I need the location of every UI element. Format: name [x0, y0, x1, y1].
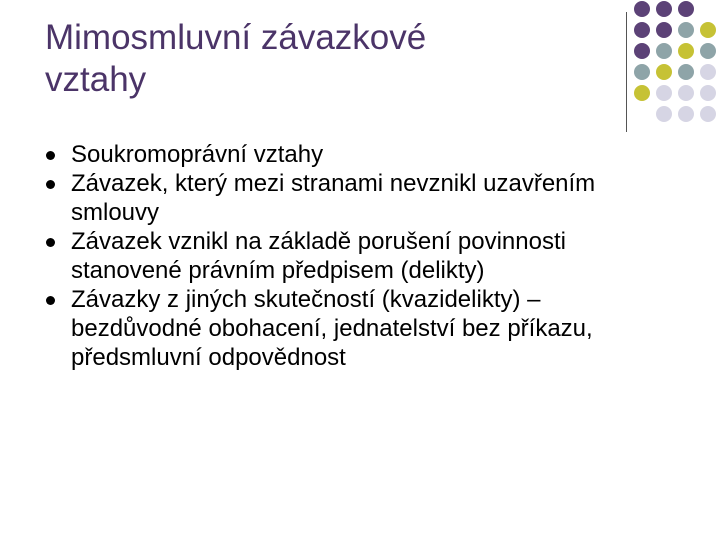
- decorative-dot: [678, 85, 694, 101]
- decorative-dot-grid: [0, 0, 720, 140]
- decorative-dot: [656, 85, 672, 101]
- bullet-text: Závazek, který mezi stranami nevznikl uzavřením smlouvy: [71, 170, 596, 226]
- decorative-dot: [700, 106, 716, 122]
- decorative-dot: [634, 1, 650, 17]
- bullet-item: [45, 227, 665, 285]
- decorative-dot: [678, 43, 694, 59]
- bullet-text: Soukromoprávní vztahy: [71, 141, 324, 168]
- decorative-dot: [656, 43, 672, 59]
- bullet-dot-icon: [46, 238, 55, 247]
- decorative-dot: [678, 106, 694, 122]
- slide-title: Mimosmluvní závazkové vztahy: [45, 18, 427, 99]
- bullet-item: [45, 169, 665, 227]
- bullet-text: Závazek vznikl na základě porušení povinnosti stanovené právním předpisem (delikty): [71, 228, 566, 284]
- decorative-dot: [678, 22, 694, 38]
- decorative-dot: [634, 22, 650, 38]
- decorative-dot: [678, 1, 694, 17]
- bullet-dot-icon: [46, 296, 55, 305]
- decorative-dot: [700, 22, 716, 38]
- bullet-dot-icon: [46, 180, 55, 189]
- decorative-dot: [656, 22, 672, 38]
- decorative-dot: [656, 1, 672, 17]
- decorative-dot: [634, 43, 650, 59]
- decorative-dot: [700, 64, 716, 80]
- bullet-item: [45, 140, 665, 169]
- decorative-dot: [656, 106, 672, 122]
- bullet-list: [45, 140, 665, 372]
- bullet-dot-icon: [46, 151, 55, 160]
- decorative-dot: [678, 64, 694, 80]
- decorative-dot: [700, 85, 716, 101]
- decorative-dot: [634, 85, 650, 101]
- bullet-text: Závazky z jiných skutečností (kvazidelikty) – bezdůvodné obohacení, jednatelství bez příkazu, předsmluvní odpovědnost: [71, 286, 593, 371]
- decorative-dot: [700, 43, 716, 59]
- bullet-item: [45, 285, 665, 372]
- decorative-dot: [634, 64, 650, 80]
- decorative-dot: [656, 64, 672, 80]
